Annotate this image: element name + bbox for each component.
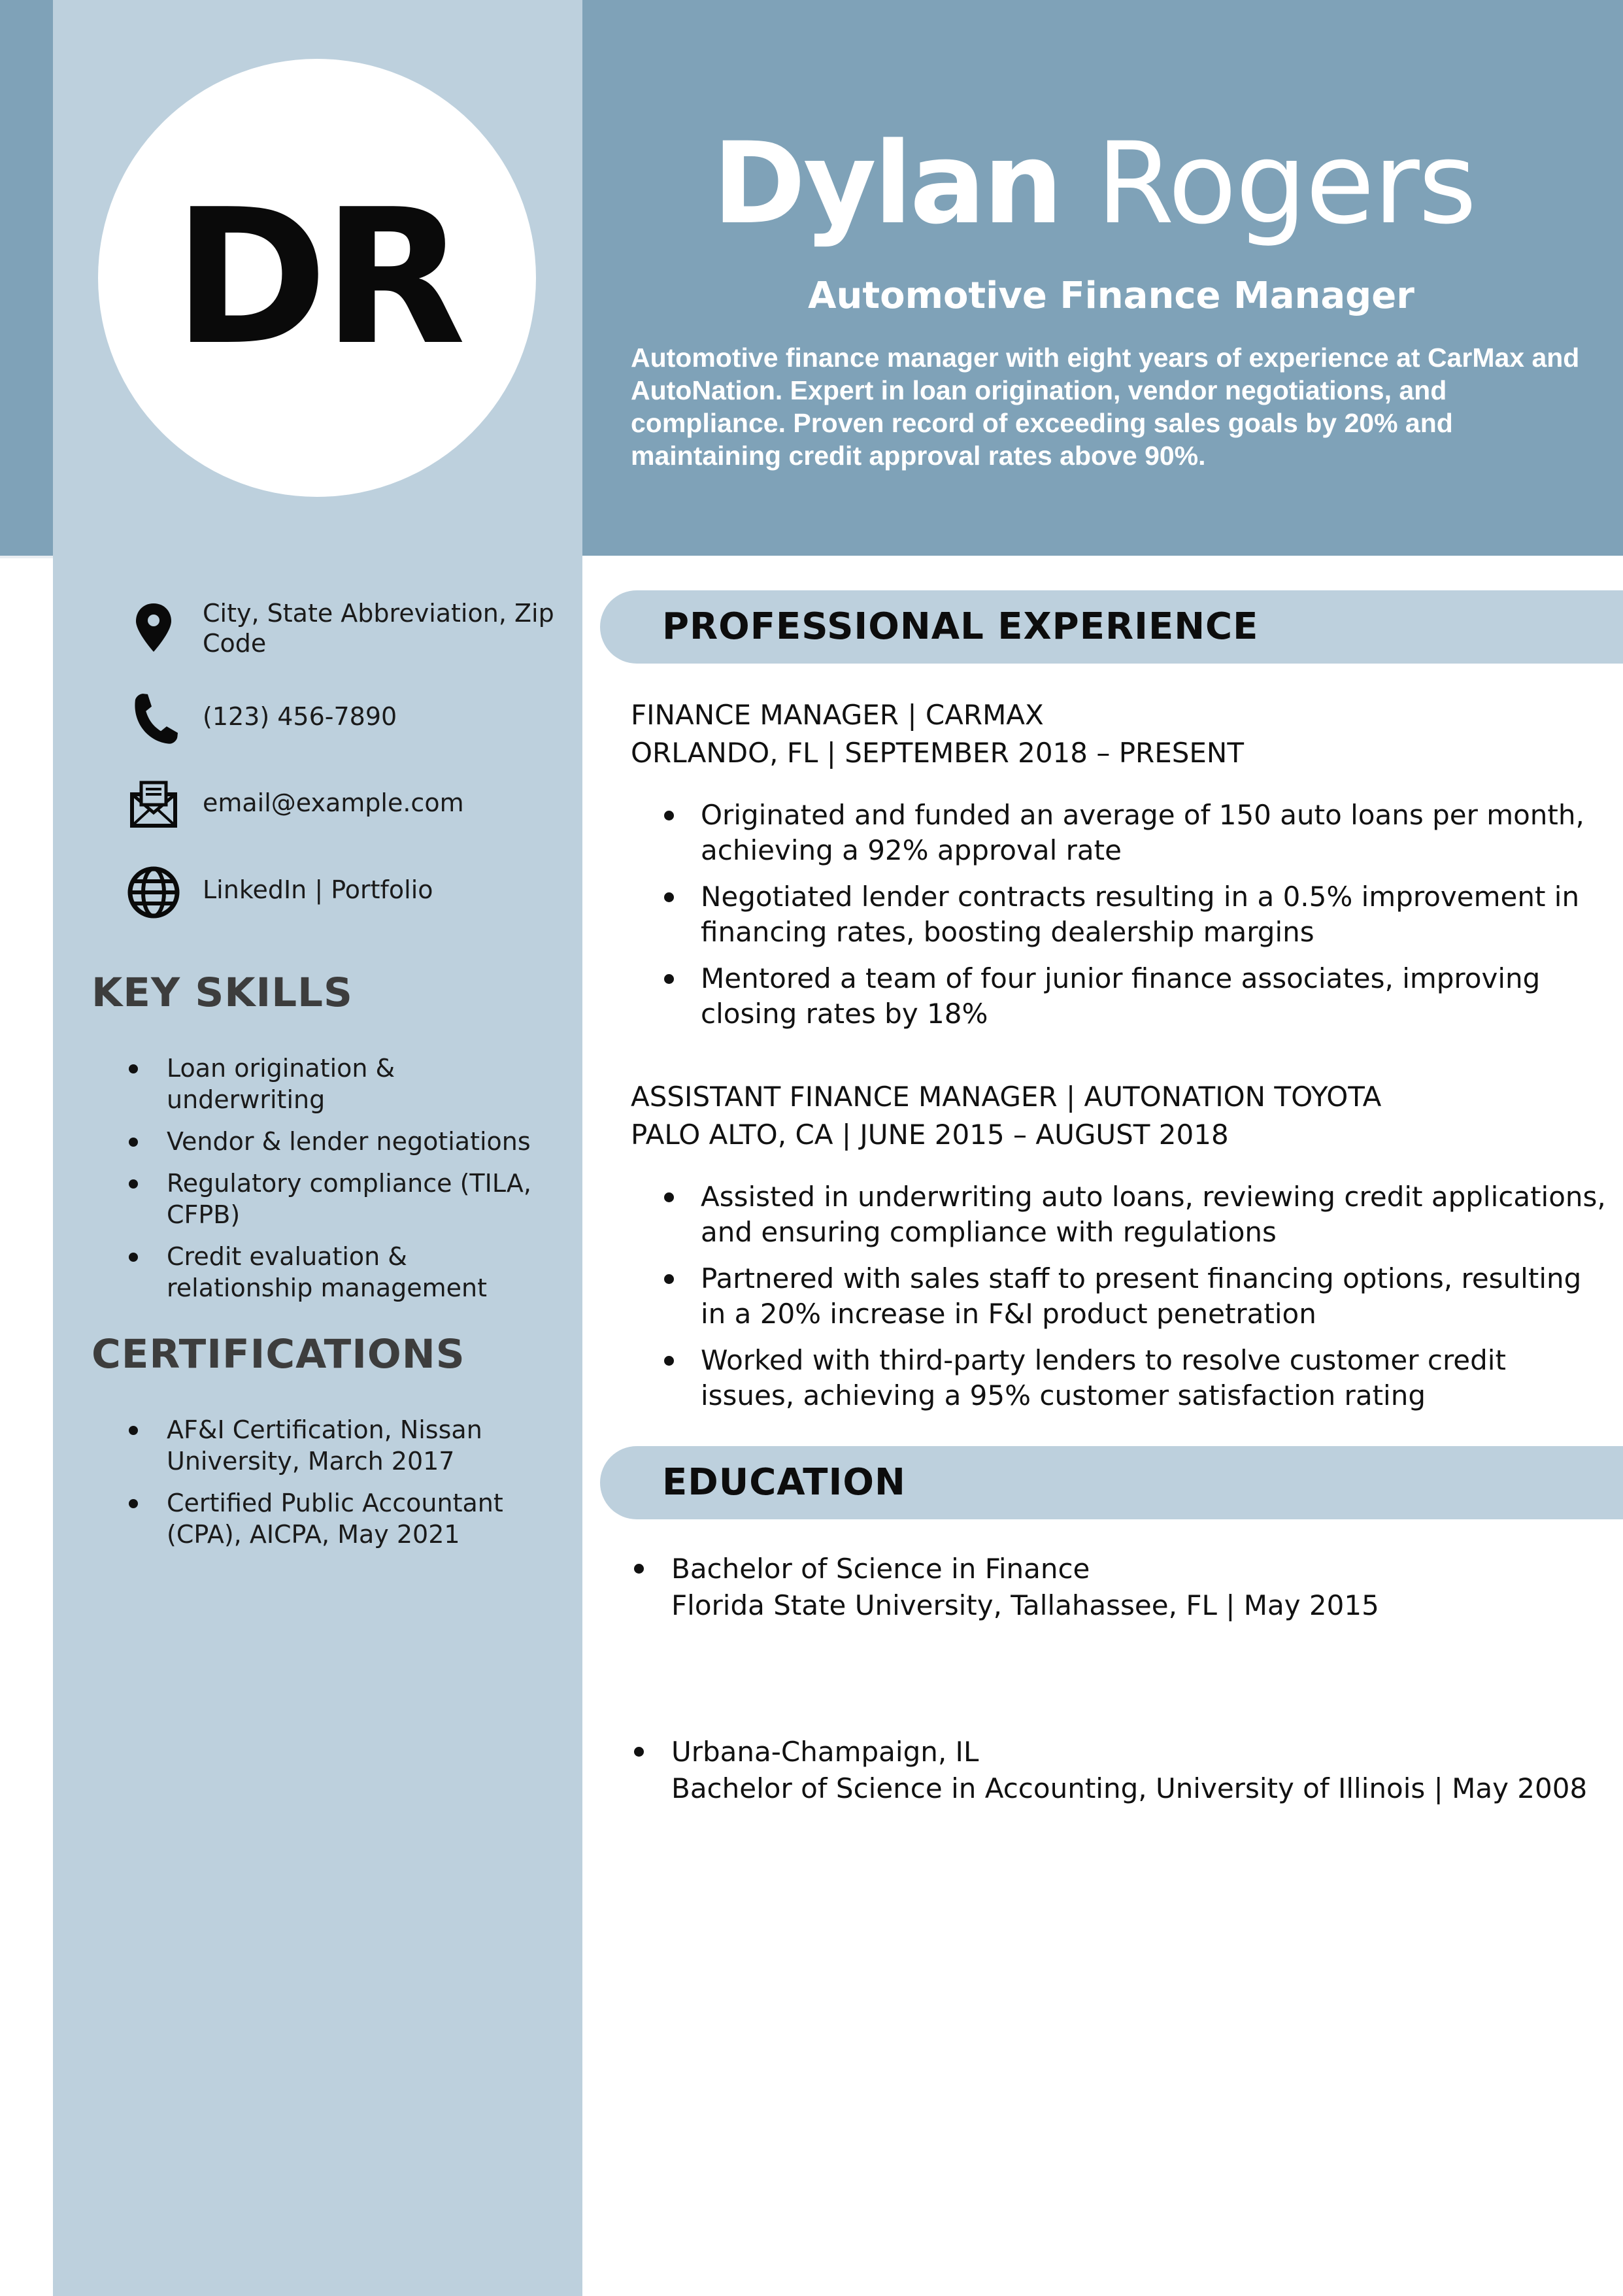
education-school: Florida State University, Tallahassee, FL | May 2015 <box>671 1589 1379 1621</box>
list-item: Vendor & lender negotiations <box>127 1126 559 1157</box>
bullet-dot <box>634 1564 644 1574</box>
job-location-dates: PALO ALTO, CA | JUNE 2015 – AUGUST 2018 <box>631 1119 1229 1151</box>
education-section-bar <box>600 1446 1623 1519</box>
list-item: Loan origination & underwriting <box>127 1053 559 1115</box>
last-name: Rogers <box>1096 118 1476 249</box>
header-divider <box>0 556 53 558</box>
certifications-list <box>127 1414 559 1561</box>
contact-links <box>124 863 549 922</box>
contact-email <box>124 775 549 834</box>
education-degree: Bachelor of Science in Accounting, University of Illinois | May 2008 <box>671 1772 1588 1804</box>
education-entry <box>631 1734 1588 1807</box>
certifications-heading: CERTIFICATIONS <box>92 1331 465 1377</box>
list-item: Regulatory compliance (TILA, CFPB) <box>127 1168 559 1230</box>
location-pin-icon <box>124 598 183 657</box>
list-item: Negotiated lender contracts resulting in a 0.5% improvement in financing rates, boosting dealership margins <box>660 879 1608 950</box>
links-text: LinkedIn | Portfolio <box>203 875 433 904</box>
email-text: email@example.com <box>203 788 464 817</box>
bullet-dot <box>634 1747 644 1757</box>
location-text: City, State Abbreviation, Zip Code <box>203 599 554 658</box>
job-role: Automotive Finance Manager <box>808 275 1414 317</box>
list-item: Worked with third-party lenders to resolve customer credit issues, achieving a 95% customer satisfaction rating <box>660 1343 1608 1413</box>
globe-icon <box>124 863 183 922</box>
education-location: Urbana-Champaign, IL <box>671 1736 979 1768</box>
candidate-name <box>712 118 1476 249</box>
list-item: Certified Public Accountant (CPA), AICPA, May 2021 <box>127 1487 559 1550</box>
list-item: Assisted in underwriting auto loans, reviewing credit applications, and ensuring compliance with regulations <box>660 1179 1608 1250</box>
job-bullets <box>660 798 1608 1043</box>
phone-icon <box>124 690 183 749</box>
list-item: Partnered with sales staff to present financing options, resulting in a 20% increase in F&I product penetration <box>660 1261 1608 1332</box>
skills-heading: KEY SKILLS <box>92 970 353 1016</box>
list-item: Originated and funded an average of 150 auto loans per month, achieving a 92% approval rate <box>660 798 1608 868</box>
phone-text: (123) 456-7890 <box>203 702 397 731</box>
job-bullets <box>660 1179 1608 1425</box>
education-heading: EDUCATION <box>662 1461 906 1504</box>
envelope-icon <box>124 775 183 834</box>
list-item: Mentored a team of four junior finance associates, improving closing rates by 18% <box>660 961 1608 1032</box>
contact-location <box>124 598 554 664</box>
contact-phone <box>124 690 549 749</box>
education-entry <box>631 1551 1579 1624</box>
education-degree: Bachelor of Science in Finance <box>671 1553 1090 1585</box>
monogram-badge <box>98 59 536 497</box>
job-title: ASSISTANT FINANCE MANAGER | AUTONATION TOYOTA <box>631 1081 1382 1113</box>
profile-summary: Automotive finance manager with eight years of experience at CarMax and AutoNation. Expert in loan origination, vendor negotiations, and compliance. Proven record of exceeding sales goals by 20% and maintaining credit approval rates above 90%. <box>631 343 1580 471</box>
experience-heading: PROFESSIONAL EXPERIENCE <box>662 605 1259 648</box>
job-location-dates: ORLANDO, FL | SEPTEMBER 2018 – PRESENT <box>631 737 1245 769</box>
experience-section-bar <box>600 590 1623 664</box>
list-item: Credit evaluation & relationship management <box>127 1241 559 1304</box>
list-item: AF&I Certification, Nissan University, March 2017 <box>127 1414 559 1477</box>
monogram-text: DR <box>173 169 461 386</box>
job-title: FINANCE MANAGER | CARMAX <box>631 699 1044 731</box>
skills-list <box>127 1053 559 1314</box>
first-name: Dylan <box>712 118 1061 249</box>
